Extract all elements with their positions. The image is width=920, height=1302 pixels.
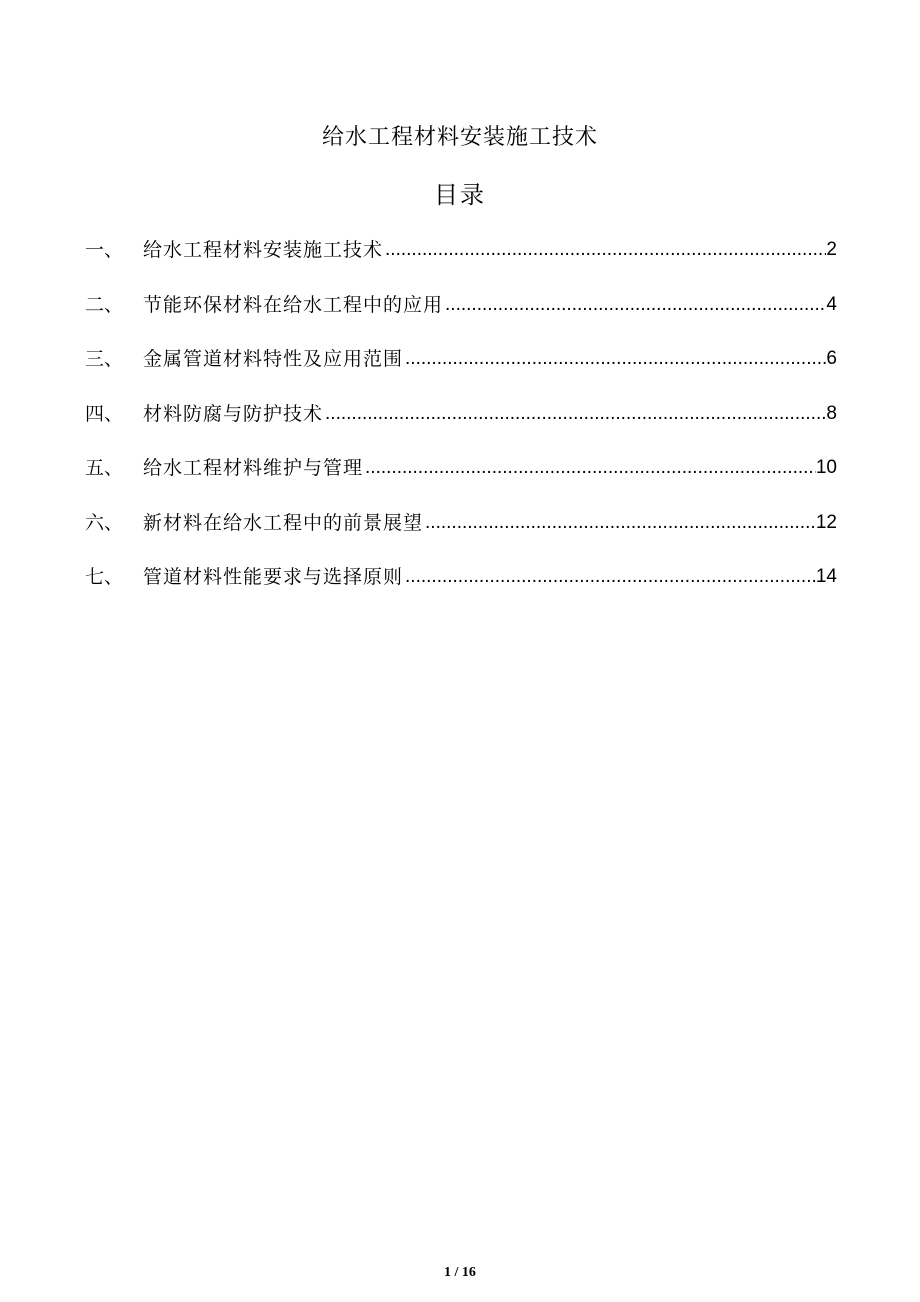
toc-entry-title: 节能环保材料在给水工程中的应用 [143,293,444,316]
toc-entry[interactable] [85,233,837,288]
toc-dot-leader [323,397,826,431]
toc-entry-page: 2 [826,239,837,260]
toc-entry-number: 五、 [85,457,124,479]
toc-dot-leader [443,288,826,322]
toc-dot-leader [383,233,826,267]
toc-dot-leader [423,506,816,540]
toc-entry-title: 材料防腐与防护技术 [143,402,324,425]
toc-entry-title: 金属管道材料特性及应用范围 [143,348,404,370]
toc-heading: 目录 [434,181,486,209]
toc-dot-leader [403,560,816,594]
toc-entry[interactable] [85,342,837,397]
toc-entry-page: 14 [815,566,837,587]
toc-entry-title: 给水工程材料维护与管理 [143,457,364,479]
toc-entry[interactable] [85,506,837,561]
toc-entry-title: 给水工程材料安装施工技术 [143,239,384,261]
document-title: 给水工程材料安装施工技术 [321,125,598,150]
toc-entry-number: 一、 [85,239,124,261]
toc-entry[interactable] [85,288,837,343]
toc-entry[interactable] [85,397,837,452]
toc-dot-leader [363,451,816,485]
toc-entry-title: 管道材料性能要求与选择原则 [143,566,404,588]
toc-entry-page: 12 [815,511,837,533]
toc-entry-number: 三、 [85,348,124,370]
toc-entry-title: 新材料在给水工程中的前景展望 [143,511,424,534]
toc-entry-number: 四、 [85,402,124,425]
page-number-footer: 1 / 16 [444,1265,476,1280]
toc-entry-page: 4 [826,293,837,315]
toc-entry[interactable] [85,451,837,506]
toc-dot-leader [403,342,826,376]
toc-entry-number: 七、 [85,566,124,588]
toc-entry-number: 六、 [85,511,124,534]
toc-entry-page: 10 [815,457,837,478]
toc-entry[interactable] [85,560,837,615]
table-of-contents [85,233,837,615]
toc-entry-page: 8 [826,402,837,424]
toc-entry-page: 6 [826,348,837,369]
toc-entry-number: 二、 [85,293,124,316]
